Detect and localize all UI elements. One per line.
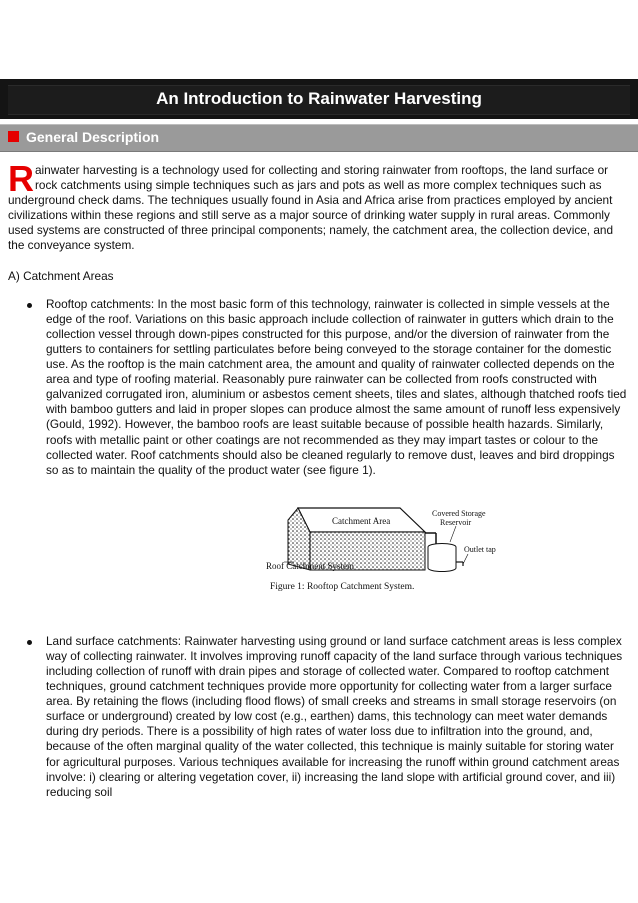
bullet-icon [27,640,32,645]
rooftop-catchment-diagram [260,502,500,602]
list-item-rooftop [46,297,630,478]
list-item-land-surface [46,634,630,800]
catchment-list [8,297,630,800]
list-item-text: Land surface catchments: Rainwater harvesting using ground or land surface catchment areas is less complex way of collecting rainwater. It involves improving runoff capacity of the land surface through various techniques including collection of runoff with drain pipes and storage of collected water. Compared to rooftop catchment techniques, ground catchment techniques provide more opportunity for collecting water from a larger surface area. By retaining the flows (including flood flows) of small creeks and streams in small storage reservoirs (on surface or underground) created by low cost (e.g., earthen) dams, this technology can meet water demands during dry periods. There is a possibility of high rates of water loss due to infiltration into the ground, and, because of the often marginal quality of the water collected, this technique is mainly suitable for storing water for agricultural purposes. Various techniques available for increasing the runoff within ground catchment areas involve: i) clearing or altering vegetation cover, ii) increasing the land slope with artificial ground cover, and iii) reducing soil [46,633,623,799]
tank-body [428,547,456,572]
system-label: Roof Catchment System [266,560,354,571]
section-bullet-icon [8,131,19,142]
figure-caption: Figure 1: Rooftop Catchment System. [270,581,415,592]
outlet-tap-label: Outlet tap [464,544,496,554]
figure-1 [46,478,630,630]
subheading-catchment-areas: A) Catchment Areas [8,268,114,283]
section-title: General Description [26,129,160,145]
page-title: An Introduction to Rainwater Harvesting [156,89,482,108]
article-body [8,158,630,800]
drop-cap: R [8,158,34,199]
bullet-icon [27,303,32,308]
list-item-text: Rooftop catchments: In the most basic form of this technology, rainwater is collected in simple vessels at the edge of the roof. Variations on this basic approach include collection of rainwater in gutters which drain to the collection vessel through down-pipes constructed for this purpose, and/or the diversion of rainwater from the gutters to containers for settling particulates before being conveyed to the storage container for the domestic use. As the rooftop is the main catchment area, the amount and quality of rainwater collected depends on the area and type of roofing material. Reasonably pure rainwater can be collected from roofs constructed with galvanized corrugated iron, aluminium or asbestos cement sheets, tiles and slates, although thatched roofs tied with bamboo gutters and laid in proper slopes can produce almost the same amount of runoff less expensively (Gould, 1992). However, the bamboo roofs are least suitable because of possible health hazards. Similarly, roofs with metallic paint or other coatings are not recommended as they may impart tastes or colour to the collected water. Roof catchments should also be cleaned regularly to remove dust, leaves and bird droppings so as to maintain the quality of the product water (see figure 1). [46,296,627,477]
reservoir-label: Reservoir [440,517,472,527]
catchment-area-label: Catchment Area [332,515,391,526]
intro-paragraph [8,158,630,254]
covered-storage-label: Covered Storage [432,508,486,518]
intro-text: ainwater harvesting is a technology used for collecting and storing rainwater from rooftops, the land surface or rock catchments using simple techniques such as jars and pots as well as more complex techniques such as underground check dams. The techniques usually found in Asia and Africa arise from practices employed by ancient civilizations within these regions and still serve as a major source of drinking water supply in rural areas. Commonly used systems are constructed of three principal components; namely, the catchment area, the collection device, and the conveyance system. [8,163,614,253]
